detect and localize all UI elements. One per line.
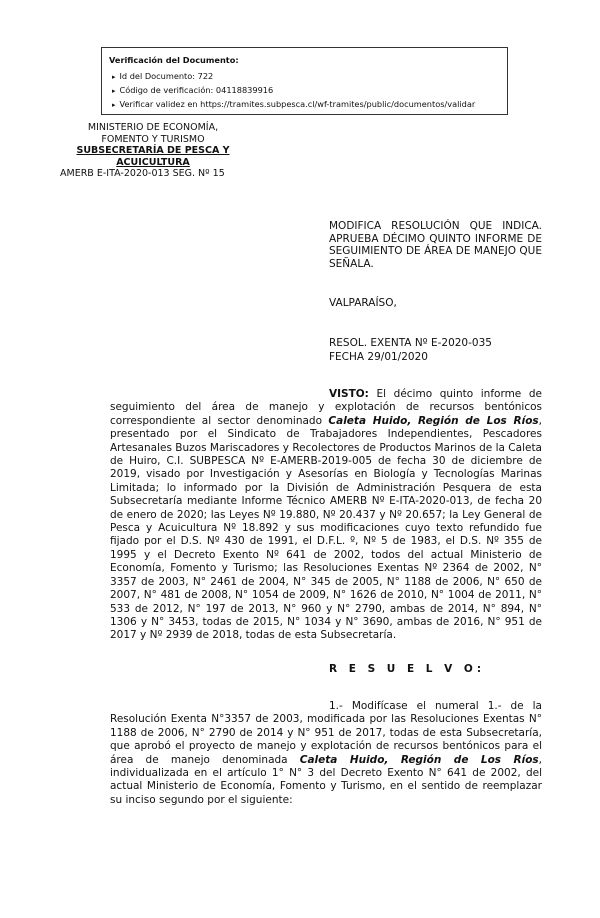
resuelvo-text-1: 1.- Modifícase el numeral 1.- de la Resolución Exenta N°3357 de 2003, modificada por las Resoluciones Exentas N° 1188 de 2006, N° 2790 de 2014 y N° 951 de 2017, todas de esta Subsecretaría, que aprobó el proyecto de manejo y explotación de recursos bentónicos para el área de manejo denominada: [110, 700, 542, 766]
resuelvo-heading: R E S U E L V O:: [329, 663, 486, 675]
subsecretaria-name: SUBSECRETARÍA DE PESCA Y ACUICULTURA: [76, 145, 230, 168]
ministry-line-2: FOMENTO Y TURISMO: [101, 133, 205, 145]
verification-code: ▸ Código de verificación: 04118839916: [112, 84, 501, 98]
validation-link[interactable]: ▸ Verificar validez en https://tramites.subpesca.cl/wf-tramites/public/documentos/validar: [112, 98, 501, 112]
verification-box: [101, 47, 508, 115]
document-reference: AMERB E-ITA-2020-013 SEG. Nº 15: [60, 168, 225, 179]
verification-title: Verificación del Documento:: [109, 55, 239, 65]
verification-list: [109, 70, 501, 112]
resolution-subject: MODIFICA RESOLUCIÓN QUE INDICA. APRUEBA DÉCIMO QUINTO INFORME DE SEGUIMIENTO DE ÁREA DE MANEJO QUE SEÑALA.: [329, 220, 542, 270]
resolution-info: [329, 336, 492, 364]
visto-text-2: , presentado por el Sindicato de Trabajadores Independientes, Pescadores Artesanales Buzos Mariscadores y Recolectores de Productos Marinos de la Caleta de Huiro, C.I. SUBPESCA Nº E-AMERB-2019-005 de fecha 30 de diciembre de 2019, visado por Investigación y Asesorías en Biología y Tecnologías Marinas Limitada; lo informado por la División de Administración Pesquera de esta Subsecretaría mediante Informe Técnico AMERB Nº E-ITA-2020-013, de fecha 20 de enero de 2020; las Leyes Nº 19.880, Nº 20.437 y Nº 20.657; la Ley General de Pesca y Acuicultura Nº 18.892 y sus modificaciones cuyo texto refundido fue fijado por el D.S. Nº 430 de 1991, el D.F.L. º, Nº 5 de 1983, el D.S. Nº 355 de 1995 y el Decreto Exento Nº 641 de 2002, todos del actual Ministerio de Economía, Fomento y Turismo; las Resoluciones Exentas Nº 2364 de 2002, N° 3357 de 2003, N° 2461 de 2004, N° 345 de 2005, N° 1188 de 2006, N° 650 de 2007, N° 481 de 2008, N° 1054 de 2009, N° 1626 de 2010, N° 1004 de 2011, N° 533 de 2012, N° 197 de 2013, N° 960 y N° 2790, ambas de 2014, N° 894, N° 1306 y N° 3453, todas de 2015, N° 1034 y N° 3690, ambas de 2016, N° 951 de 2017 y Nº 2939 de 2018, todas de esta Subsecretaría.: [110, 414, 542, 642]
visto-paragraph: [110, 388, 542, 643]
resolution-date: FECHA 29/01/2020: [329, 351, 428, 363]
resuelvo-paragraph: [110, 700, 542, 807]
ministry-header: [58, 122, 248, 168]
city: VALPARAÍSO,: [329, 297, 397, 309]
visto-text-1: El décimo quinto informe de seguimiento del área de manejo y explotación de recursos bentónicos correspondiente al sector denominado: [110, 388, 542, 427]
ministry-line-1: MINISTERIO DE ECONOMÍA,: [87, 122, 219, 133]
visto-place: Caleta Huido, Región de Los Ríos: [328, 414, 539, 427]
resuelvo-text-2: , individualizada en el artículo 1° N° 3 del Decreto Exento N° 641 de 2002, del actual Ministerio de Economía, Fomento y Turismo, en el sentido de reemplazar su inciso segundo por el siguiente:: [110, 753, 542, 806]
resolution-number: RESOL. EXENTA Nº E-2020-035: [329, 337, 492, 349]
visto-label: VISTO:: [329, 388, 369, 400]
resuelvo-place: Caleta Huido, Región de Los Ríos: [299, 753, 539, 766]
document-id: ▸ Id del Documento: 722: [112, 70, 501, 84]
